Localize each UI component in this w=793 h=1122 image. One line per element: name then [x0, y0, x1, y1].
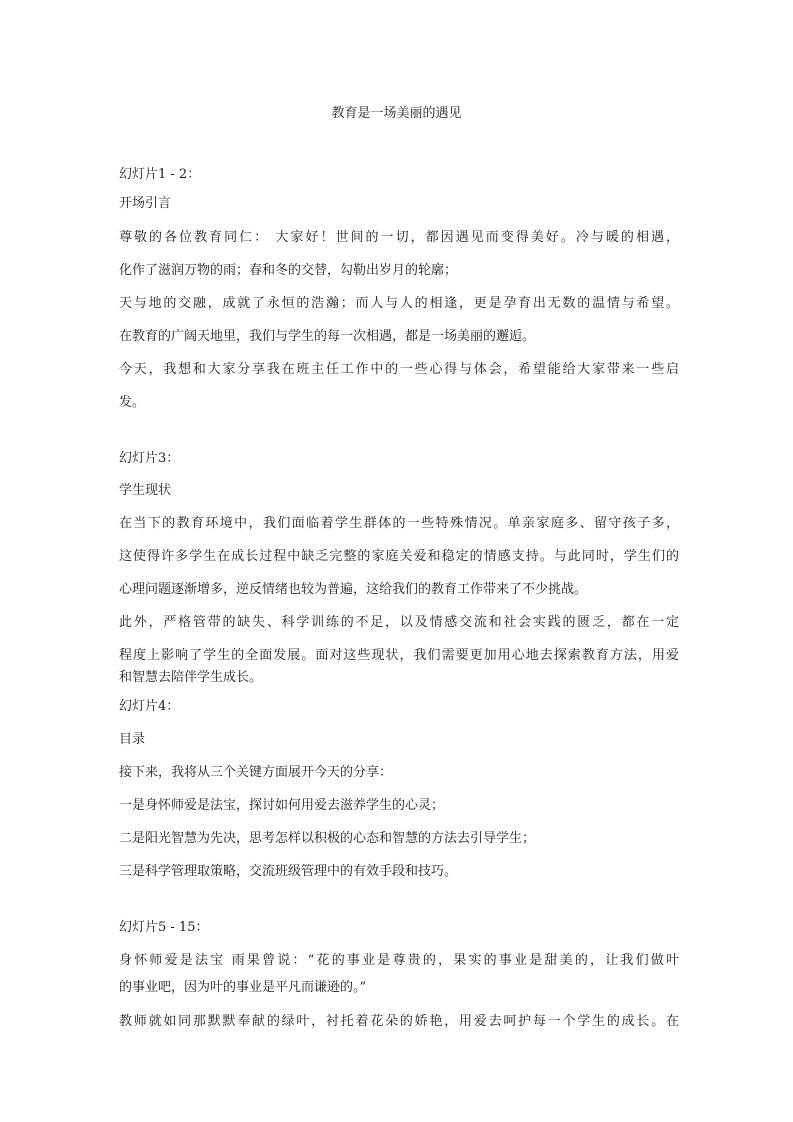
section-heading-opening: 开场引言	[119, 196, 172, 211]
paragraph-line: 在当下的教育环境中，我们面临着学生群体的一些特殊情况。单亲家庭多、留守孩子多，	[119, 516, 679, 531]
slide-heading-4: 幻灯片4：	[119, 699, 180, 714]
contents-item-3: 三是科学管理取策略，交流班级管理中的有效手段和技巧。	[119, 864, 458, 879]
paragraph-line: 这使得许多学生在成长过程中缺乏完整的家庭关爱和稳定的情感支持。与此同时，学生们的	[119, 549, 679, 564]
paragraph-line: 的事业吧，因为叶的事业是平凡而谦逊的。”	[119, 980, 367, 995]
paragraph-line: 化作了滋润万物的雨；春和冬的交替，勾勒出岁月的轮廓；	[119, 263, 458, 278]
slide-heading-1-2: 幻灯片1 - 2：	[119, 167, 201, 182]
paragraph-line: 心理问题逐渐增多，逆反情绪也较为普遍，这给我们的教育工作带来了不少挑战。	[119, 582, 588, 597]
paragraph-line: 发。	[119, 395, 146, 410]
section-heading-contents: 目录	[119, 732, 146, 747]
paragraph-line: 教师就如同那默默奉献的绿叶，衬托着花朵的娇艳，用爱去呵护每一个学生的成长。在	[119, 1014, 679, 1029]
slide-heading-5-15: 幻灯片5 - 15：	[119, 920, 209, 935]
paragraph-line: 身怀师爱是法宝 雨果曾说：“花的事业是尊贵的，果实的事业是甜美的，让我们做叶	[119, 953, 679, 968]
contents-item-1: 一是身怀师爱是法宝，探讨如何用爱去滋养学生的心灵；	[119, 798, 445, 813]
slide-heading-3: 幻灯片3：	[119, 451, 180, 466]
paragraph-line: 尊敬的各位教育同仁： 大家好！世间的一切，都因遇见而变得美好。冷与暖的相遇，	[119, 230, 679, 245]
paragraph-line: 天与地的交融，成就了永恒的浩瀚；而人与人的相逢，更是孕育出无数的温情与希望。	[119, 296, 679, 311]
contents-intro: 接下来，我将从三个关键方面展开今天的分享：	[119, 765, 393, 780]
paragraph-line: 和智慧去陪伴学生成长。	[119, 670, 263, 685]
paragraph-line: 今天，我想和大家分享我在班主任工作中的一些心得与体会，希望能给大家带来一些启	[119, 362, 679, 377]
contents-item-2: 二是阳光智慧为先决，思考怎样以积极的心态和智慧的方法去引导学生；	[119, 831, 536, 846]
section-heading-student-status: 学生现状	[119, 483, 172, 498]
paragraph-line: 在教育的广阔天地里，我们与学生的每一次相遇，都是一场美丽的邂逅。	[119, 329, 536, 344]
paragraph-line: 此外，严格管带的缺失、科学训练的不足，以及情感交流和社会实践的匮乏，都在一定	[119, 615, 679, 630]
paragraph-line: 程度上影响了学生的全面发展。面对这些现状，我们需要更加用心地去探索教育方法，用爱	[119, 648, 679, 663]
document-title: 教育是一场美丽的遇见	[331, 106, 462, 121]
